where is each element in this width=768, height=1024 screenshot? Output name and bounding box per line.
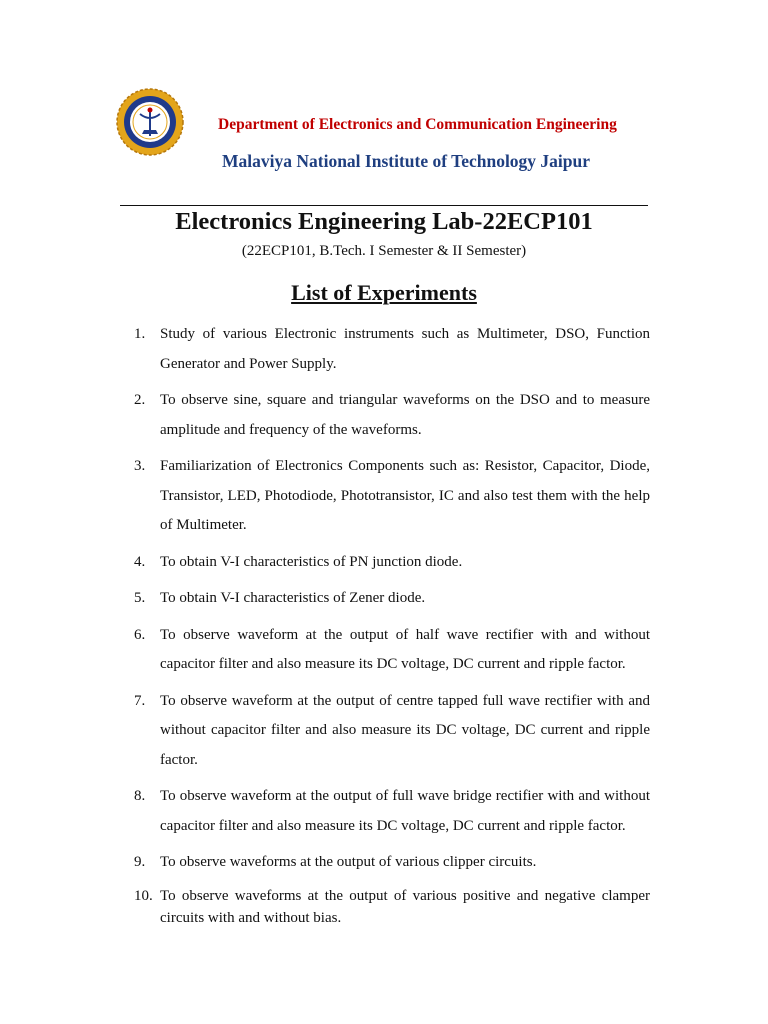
list-item [134,848,650,878]
list-item [134,621,650,680]
item-number: 8. [134,788,146,804]
item-text: To obtain V-I characteristics of Zener diode. [160,590,426,606]
department-name: Department of Electronics and Communication Engineering [218,116,617,133]
item-number: 3. [134,458,146,474]
list-heading: List of Experiments [291,280,477,305]
item-text: Study of various Electronic instruments such as Multimeter, DSO, Function Generator and Power Supply. [160,326,650,372]
institute-seal-icon [116,88,184,156]
item-number: 4. [134,553,146,570]
course-subtitle: (22ECP101, B.Tech. I Semester & II Semester) [241,243,527,259]
list-item [134,548,650,578]
course-title: Electronics Engineering Lab-22ECP101 [175,208,593,235]
list-item [134,452,650,541]
item-number: 1. [134,326,146,342]
item-text: To observe waveforms at the output of various clipper circuits. [160,854,537,870]
item-text: To obtain V-I characteristics of PN junction diode. [160,553,463,570]
item-text: To observe waveforms at the output of various positive and negative clamper circuits with and without bias. [160,887,650,926]
experiment-list [134,320,650,936]
item-number: 7. [134,692,146,709]
list-item [134,687,650,776]
list-item [134,320,650,379]
item-number: 10. [134,887,153,904]
item-text: To observe waveform at the output of full wave bridge rectifier with and without capacitor filter and also measure its DC voltage, DC current and ripple factor. [160,788,650,834]
institute-name: Malaviya National Institute of Technology Jaipur [222,151,591,171]
item-text: Familiarization of Electronics Components such as: Resistor, Capacitor, Diode, Transistor, LED, Photodiode, Phototransistor, IC and also test them with the help of Multimeter. [160,458,650,533]
list-item [134,885,650,929]
item-text: To observe sine, square and triangular waveforms on the DSO and to measure amplitude and frequency of the waveforms. [160,392,650,438]
item-number: 9. [134,854,146,870]
item-text: To observe waveform at the output of centre tapped full wave rectifier with and without capacitor filter and also measure its DC voltage, DC current and ripple factor. [160,692,650,768]
list-item [134,584,650,614]
item-number: 2. [134,392,146,408]
item-number: 5. [134,590,146,606]
item-text: To observe waveform at the output of half wave rectifier with and without capacitor filter and also measure its DC voltage, DC current and ripple factor. [160,626,650,672]
list-item [134,782,650,841]
list-item [134,386,650,445]
header-divider [120,205,648,206]
item-number: 6. [134,626,146,643]
